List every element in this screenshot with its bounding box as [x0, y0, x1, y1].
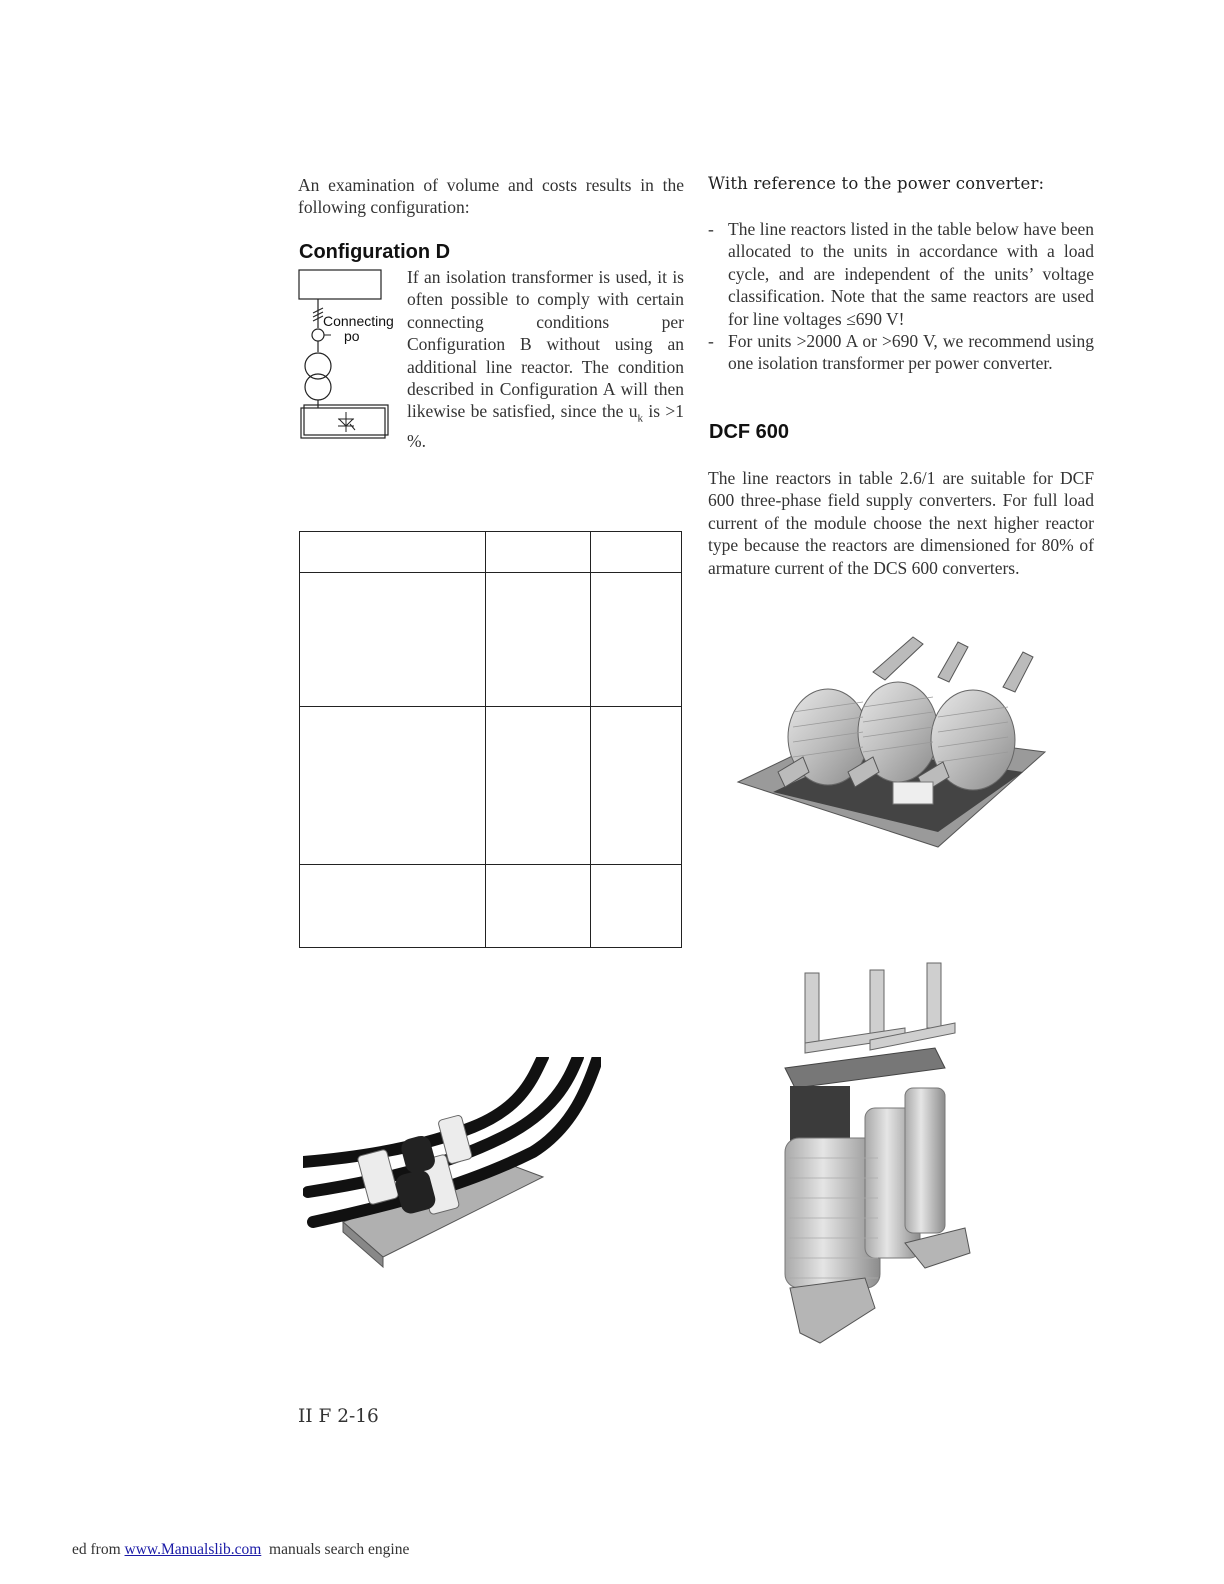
configuration-d-text	[407, 266, 684, 453]
reference-heading: With reference to the power converter:	[708, 174, 1045, 193]
bullet-dash: -	[708, 219, 714, 239]
single-line-diagram-svg	[296, 266, 400, 446]
intro-paragraph: An examination of volume and costs results in the following configuration:	[298, 175, 684, 218]
table-cell	[486, 707, 591, 865]
table-cell	[591, 532, 682, 573]
reactor-table	[299, 531, 682, 948]
table-cell	[486, 532, 591, 573]
table-cell	[591, 865, 682, 948]
table-cell	[486, 865, 591, 948]
dcf-600-paragraph: The line reactors in table 2.6/1 are suitable for DCF 600 three-phase field supply converters. For full load current of the module choose the next higher reactor type because the reactors are dimensioned for 80% of armature current of the DCS 600 converters.	[708, 468, 1094, 578]
connecting-point-label-line1: Connecting	[323, 313, 394, 329]
table-row	[300, 532, 682, 573]
table-cell	[486, 573, 591, 707]
bullet-text: The line reactors listed in the table below have been allocated to the units in accordance with a load cycle, and are independent of the units’ voltage classification. Note that the same reactors are used for line voltages ≤690 V!	[728, 219, 1094, 329]
line-reactor-photo-1	[733, 632, 1051, 868]
bullet-text: For units >2000 A or >690 V, we recommend using one isolation transformer per power converter.	[728, 331, 1094, 374]
table-cell	[300, 707, 486, 865]
list-item	[708, 218, 1094, 330]
configuration-d-heading: Configuration D	[299, 241, 451, 263]
footer-text	[72, 1541, 409, 1559]
table-row	[300, 865, 682, 948]
configuration-d-text-main: If an isolation transformer is used, it is often possible to comply with certain connecting conditions per Configuration B without using an additional line reactor. The condition described in Configuration A will then likewise be satisfied, since the u	[407, 267, 684, 422]
configuration-d-text-end: is >1 %.	[407, 401, 684, 452]
configuration-diagram	[296, 266, 400, 446]
line-reactor-photo-3	[303, 1057, 601, 1287]
table-cell	[591, 707, 682, 865]
footer-suffix: manuals search engine	[261, 1541, 410, 1558]
list-item	[708, 330, 1094, 375]
table-cell	[300, 573, 486, 707]
table-row	[300, 573, 682, 707]
footer-prefix: ed from	[72, 1541, 125, 1558]
line-reactor-photo-2	[755, 958, 980, 1346]
bullet-dash: -	[708, 331, 714, 352]
reference-bullet-list	[708, 218, 1094, 375]
uk-subscript: k	[637, 412, 643, 425]
table-cell	[300, 532, 486, 573]
connecting-point-label-line2: po	[344, 328, 360, 344]
table-cell	[300, 865, 486, 948]
connecting-point-label	[323, 314, 394, 344]
dcf-600-heading: DCF 600	[709, 421, 790, 443]
table-row	[300, 707, 682, 865]
table-cell	[591, 573, 682, 707]
page-number: II F 2-16	[298, 1406, 379, 1427]
manualslib-link[interactable]: www.Manualslib.com	[124, 1541, 262, 1558]
